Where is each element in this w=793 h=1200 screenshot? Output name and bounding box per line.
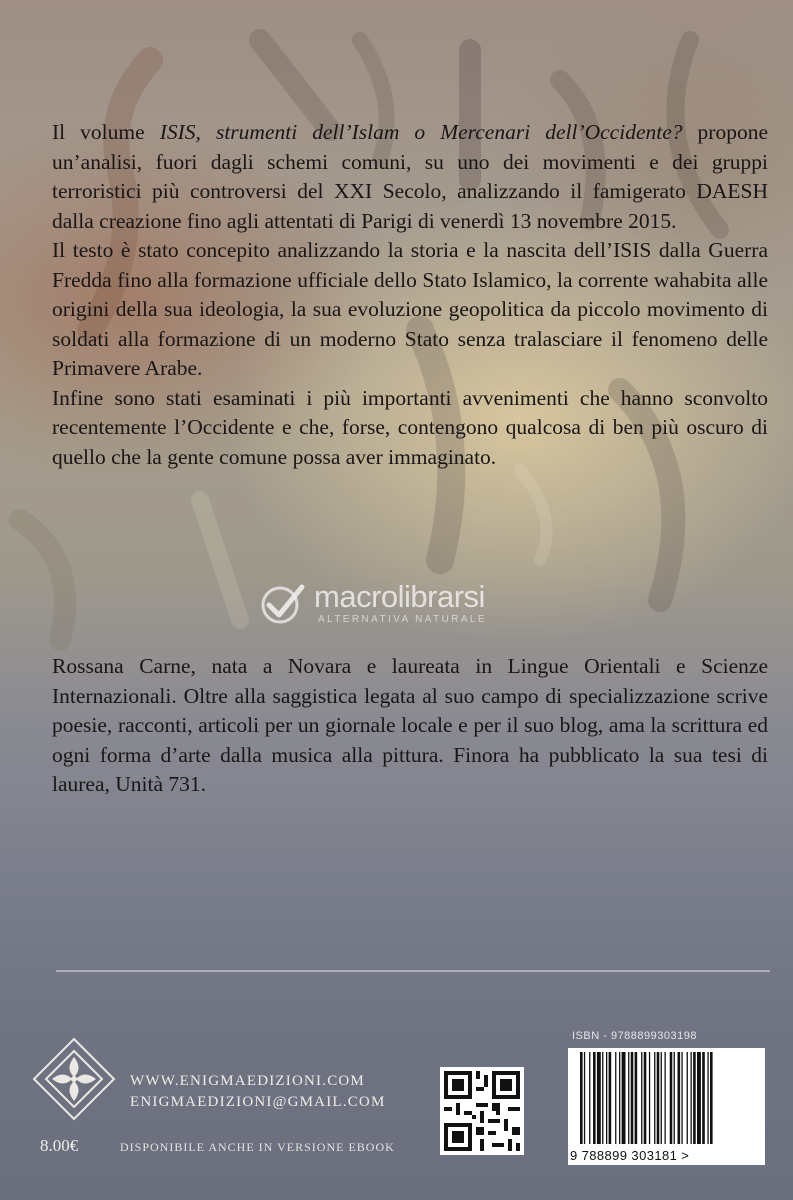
emblem-icon	[30, 1035, 118, 1123]
publisher-email[interactable]: ENIGMAEDIZIONI@GMAIL.COM	[130, 1094, 386, 1110]
publisher-website[interactable]: WWW.ENIGMAEDIZIONI.COM	[130, 1073, 365, 1089]
description-paragraph-3: Infine sono stati esaminati i più importanti avvenimenti che hanno sconvolto recentemente l’Occidente e che, forse, contengono qualcosa di ben più oscuro di quello che la gente comune possa aver immaginato.	[52, 385, 768, 469]
watermark-tagline: ALTERNATIVA NATURALE	[318, 614, 487, 625]
book-description	[52, 118, 768, 472]
qr-code[interactable]	[440, 1067, 524, 1155]
barcode	[568, 1048, 765, 1165]
qr-code-pattern	[440, 1067, 524, 1155]
publisher-contacts	[130, 1071, 386, 1113]
isbn-label: ISBN - 9788899303198	[572, 1030, 697, 1042]
price: 8.00€	[40, 1136, 79, 1155]
description-paragraph-1: Il volume ISIS, strumenti dell’Islam o Mercenari dell’Occidente? propone un’analisi, fuori dagli schemi comuni, su uno dei movimenti e dei gruppi terroristici più controversi del XXI Secolo, analizzando il famigerato DAESH dalla creazione fino agli attentati di Parigi di venerdì 13 novembre 2015.	[52, 120, 769, 233]
ebook-note: DISPONIBILE ANCHE IN VERSIONE EBOOK	[120, 1140, 395, 1154]
author-bio: Rossana Carne, nata a Novara e laureata in Lingue Orientali e Scienze Internazionali. Oltre alla saggistica legata al suo campo di specializzazione scrive poesie, racconti, articoli per un giornale locale e per il suo blog, ama la scrittura ed ogni forma d’arte dalla musica alla pittura. Finora ha pubblicato la sua tesi di laurea, Unità 731.	[52, 654, 768, 796]
checkmark-logo-icon	[254, 581, 310, 625]
watermark-name: macrolibrarsi	[314, 579, 485, 614]
description-paragraph-2: Il testo è stato concepito analizzando la storia e la nascita dell’ISIS dalla Guerra Fredda fino alla formazione ufficiale dello Stato Islamico, la corrente wahabita alle origini della sua ideologia, la sua evoluzione geopolitica da piccolo movimento di soldati alla formazione di un moderno Stato senza tralasciare il fenomeno delle Primavere Arabe.	[52, 238, 768, 380]
book-title-reference: ISIS, strumenti dell’Islam o Mercenari dell’Occidente?	[159, 120, 683, 144]
isbn-digits: 9 788899 303181 >	[570, 1148, 690, 1163]
divider-line	[56, 970, 770, 972]
watermark-logo	[252, 581, 552, 631]
